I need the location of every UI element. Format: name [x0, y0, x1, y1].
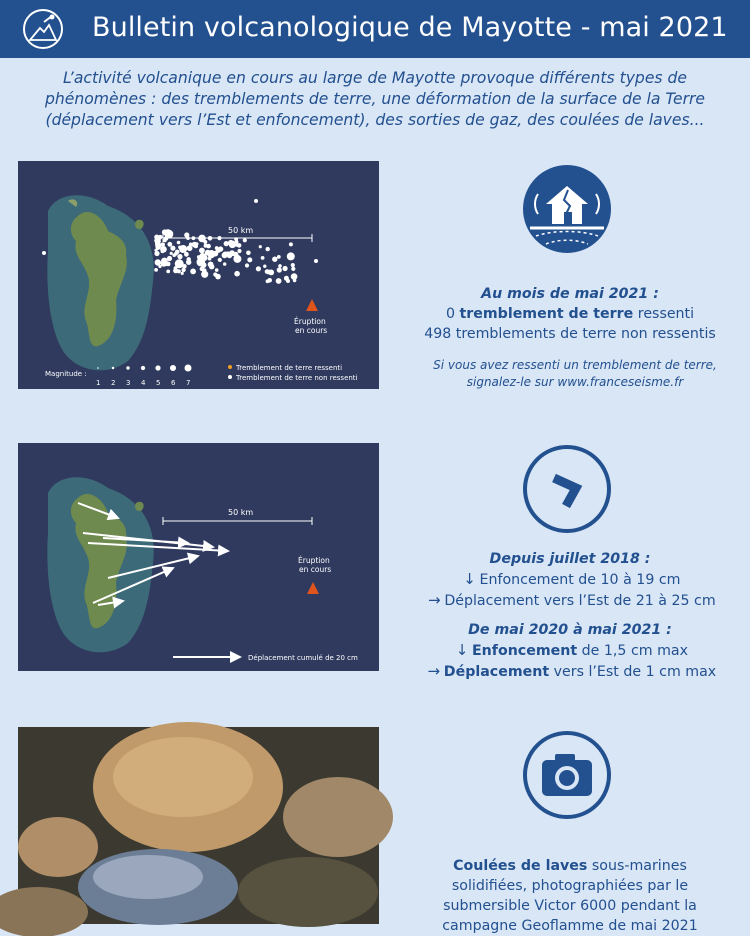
- earthquake-dot: [254, 199, 258, 203]
- deformation-map-graphic: [18, 443, 379, 671]
- earthquake-dot: [256, 266, 261, 271]
- earthquake-dot: [154, 251, 159, 256]
- seismes-note: [400, 357, 750, 391]
- earthquake-dot: [207, 250, 215, 258]
- earthquake-dot: [166, 270, 170, 274]
- legend-felt-dot: [228, 365, 232, 369]
- note-line: signalez-le sur www.franceseisme.fr: [466, 375, 684, 389]
- magnitude-dot: [126, 366, 129, 369]
- deformation-line: [400, 569, 740, 590]
- magnitude-dot: [112, 367, 115, 370]
- laves-rest: sous-marines: [591, 858, 687, 874]
- laves-line: campagne Geoflamme de mai 2021: [442, 918, 698, 934]
- intro-text: [20, 68, 730, 131]
- eruption-label-2: en cours: [295, 326, 328, 335]
- earthquake-dot: [170, 246, 175, 251]
- earthquake-dot: [277, 255, 281, 259]
- deformation-heading-2: De mai 2020 à mai 2021 :: [468, 622, 672, 638]
- magnitude-tick-label: 6: [171, 379, 176, 387]
- intro-line: (déplacement vers l’Est et enfoncement), des sorties de gaz, des coulées de laves...: [45, 111, 705, 129]
- earthquake-dot: [172, 253, 176, 257]
- earthquake-dot: [276, 278, 282, 284]
- magnitude-tick-label: 3: [126, 379, 131, 387]
- eruption-label-1: Éruption: [294, 317, 326, 326]
- deformation-line: [400, 590, 740, 611]
- earthquake-dot: [167, 242, 172, 247]
- earthquake-dot: [217, 236, 221, 240]
- earthquake-map: [18, 161, 379, 389]
- earthquake-dot: [200, 255, 205, 260]
- lava-photo-graphic: [18, 727, 379, 924]
- magnitude-dot: [97, 367, 99, 369]
- magnitude-tick-label: 4: [141, 379, 146, 387]
- earthquake-dot: [289, 242, 293, 246]
- deformation-arrow-icon: [522, 444, 612, 534]
- earthquake-dot: [192, 236, 196, 240]
- earthquake-dot: [272, 257, 277, 262]
- legend-unfelt: Tremblement de terre non ressenti: [236, 374, 358, 382]
- earthquake-dot: [205, 252, 209, 256]
- earthquake-dot: [234, 271, 240, 277]
- legend-felt: Tremblement de terre ressenti: [236, 364, 343, 372]
- arrow-right-icon: →: [428, 591, 441, 609]
- earthquake-dot: [161, 242, 165, 246]
- camera-icon: [522, 730, 612, 820]
- earthquake-dot: [155, 259, 161, 265]
- earthquake-dot: [199, 262, 202, 265]
- deformation-text-2: [400, 620, 740, 682]
- laves-line: solidifiées, photographiées par le: [451, 878, 689, 894]
- earthquake-dot: [243, 238, 247, 242]
- lava-photo: [18, 727, 379, 924]
- earthquake-dot: [202, 268, 205, 271]
- laves-line: [400, 856, 740, 876]
- dark-lava: [238, 857, 378, 927]
- earthquake-dot: [199, 248, 205, 254]
- magnitude-dot: [185, 365, 192, 372]
- earthquake-dot: [293, 279, 297, 283]
- earthquake-dot: [224, 241, 229, 246]
- earthquake-dot: [184, 252, 189, 257]
- line-text: vers l’Est de 1 cm max: [553, 664, 717, 680]
- earthquake-dot: [286, 279, 290, 283]
- earthquake-dot: [190, 269, 196, 275]
- earthquake-dot: [261, 256, 265, 260]
- earthquake-dot: [208, 236, 213, 241]
- earthquake-dot: [283, 266, 288, 271]
- earthquake-dot: [164, 236, 169, 241]
- eruption-label-2: en cours: [299, 565, 332, 574]
- earthquake-dot: [177, 241, 181, 245]
- earthquake-dot: [245, 263, 249, 267]
- laves-bold: Coulées de laves: [453, 858, 588, 874]
- deformation-text-1: [400, 549, 740, 611]
- earthquake-dot: [266, 270, 271, 275]
- earthquake-dot: [181, 272, 184, 275]
- arrow-down-icon: ↓: [463, 570, 476, 588]
- laves-text: [400, 856, 740, 936]
- earthquake-dot: [247, 257, 252, 262]
- magnitude-tick-label: 5: [156, 379, 161, 387]
- earthquake-dot: [42, 251, 46, 255]
- earthquake-dot: [266, 247, 270, 251]
- earthquake-dot: [287, 252, 295, 260]
- earthquake-dot: [222, 252, 228, 258]
- earthquake-dot: [218, 246, 223, 251]
- magnitude-label: Magnitude :: [45, 370, 87, 378]
- magnitude-dot: [155, 365, 160, 370]
- earthquake-dot: [213, 272, 217, 276]
- earthquake-dot: [154, 268, 158, 272]
- earthquake-dot: [204, 244, 208, 248]
- earthquake-dot: [166, 262, 171, 267]
- scale-label: 50 km: [228, 226, 254, 235]
- earthquake-dot: [215, 268, 219, 272]
- deformation-map: [18, 443, 379, 671]
- earthquake-dot: [237, 249, 241, 253]
- laves-line: submersible Victor 6000 pendant la: [443, 898, 697, 914]
- earthquake-dot: [175, 250, 180, 255]
- magnitude-dot: [141, 366, 145, 370]
- earthquake-dot: [182, 264, 187, 269]
- earthquake-dot: [223, 262, 226, 265]
- earthquake-dot: [209, 264, 214, 269]
- earthquake-dot: [291, 263, 295, 267]
- earthquake-dot: [187, 245, 193, 251]
- volcano-observatory-logo-icon: [22, 8, 64, 50]
- magnitude-tick-label: 1: [96, 379, 101, 387]
- earthquake-dot: [263, 265, 266, 268]
- deformation-heading-1: Depuis juillet 2018 :: [489, 551, 651, 567]
- earthquake-dot: [186, 260, 191, 265]
- earthquake-dot: [201, 271, 208, 278]
- earthquake-dot: [267, 278, 272, 283]
- scale-label: 50 km: [228, 508, 254, 517]
- legend-text: Déplacement cumulé de 20 cm: [248, 654, 358, 662]
- earthquake-dot: [231, 253, 234, 256]
- earthquake-dot: [291, 267, 295, 271]
- header-bar: [0, 0, 750, 58]
- earthquake-dot: [203, 240, 207, 244]
- pillow-lava: [283, 777, 393, 857]
- line-text: Enfoncement de 10 à 19 cm: [479, 572, 681, 588]
- earthquake-house-icon: [522, 164, 612, 254]
- note-line: Si vous avez ressenti un tremblement de terre,: [433, 358, 717, 372]
- earthquake-dot: [218, 258, 222, 262]
- intro-line: phénomènes : des tremblements de terre, une déformation de la surface de la Terre: [44, 90, 705, 108]
- pillow-lava: [18, 817, 98, 877]
- earthquake-dot: [173, 268, 178, 273]
- line-bold: Enfoncement: [471, 643, 578, 659]
- line-bold: Déplacement: [443, 664, 550, 680]
- deformation-line: [400, 661, 740, 682]
- earthquake-dot: [277, 267, 282, 272]
- intro-line: L’activité volcanique en cours au large de Mayotte provoque différents types de: [62, 69, 687, 87]
- page-title: Bulletin volcanologique de Mayotte - mai 2021: [92, 12, 728, 43]
- felt-count: 0: [445, 306, 455, 322]
- earthquake-dot: [170, 252, 173, 255]
- deformation-line: [400, 640, 740, 661]
- line-text: Déplacement vers l’Est de 21 à 25 cm: [444, 593, 716, 609]
- earthquake-dot: [186, 236, 190, 240]
- felt-rest: ressenti: [637, 306, 695, 322]
- earthquake-dot: [246, 251, 251, 256]
- earthquake-dot: [259, 245, 262, 248]
- earthquake-dot: [162, 229, 168, 235]
- earthquake-dot: [278, 264, 282, 268]
- earthquake-dot: [179, 245, 187, 253]
- earthquake-dot: [160, 248, 163, 251]
- earthquake-dot: [189, 243, 193, 247]
- magnitude-tick-label: 7: [186, 379, 191, 387]
- earthquake-dot: [177, 254, 182, 259]
- seismes-heading: Au mois de mai 2021 :: [481, 286, 659, 302]
- felt-bold: tremblement de terre: [459, 306, 634, 322]
- seismes-unfelt: 498 tremblements de terre non ressentis: [424, 326, 716, 342]
- seismes-text: [400, 284, 740, 344]
- arrow-down-icon: ↓: [455, 641, 469, 659]
- earthquake-dot: [314, 259, 318, 263]
- earthquake-map-graphic: [18, 161, 379, 389]
- magnitude-dot: [170, 365, 176, 371]
- legend-unfelt-dot: [228, 375, 232, 379]
- line-text: de 1,5 cm max: [581, 643, 688, 659]
- earthquake-dot: [157, 235, 162, 240]
- eruption-label-1: Éruption: [298, 556, 330, 565]
- earthquake-dot: [229, 241, 237, 249]
- earthquake-dot: [234, 237, 238, 241]
- seismes-felt: [400, 304, 740, 324]
- magnitude-tick-label: 2: [111, 379, 116, 387]
- arrow-right-icon: →: [427, 662, 441, 680]
